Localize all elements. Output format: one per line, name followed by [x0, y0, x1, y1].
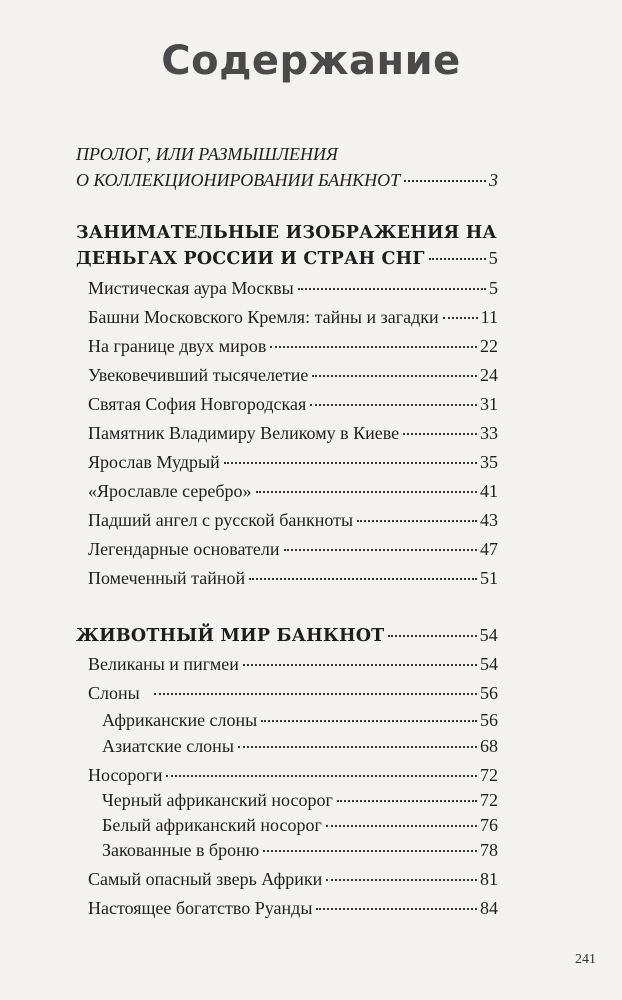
- toc-entry[interactable]: [88, 304, 498, 330]
- dot-leader: [443, 317, 478, 319]
- toc-entry-page: 22: [480, 336, 498, 356]
- toc-entry-page: 54: [479, 625, 498, 645]
- dot-leader: [154, 693, 477, 695]
- toc-entry-page: 72: [480, 790, 498, 810]
- toc-entry[interactable]: [88, 449, 498, 475]
- dot-leader: [388, 635, 476, 637]
- dot-leader: [337, 800, 477, 802]
- dot-leader: [238, 746, 477, 748]
- toc-entry[interactable]: [88, 680, 498, 706]
- dot-leader: [429, 258, 486, 260]
- toc-subentry[interactable]: [102, 837, 498, 863]
- toc-subentry[interactable]: [102, 733, 498, 759]
- toc-entry-page: 5: [488, 248, 498, 268]
- toc-entry-page: 72: [480, 765, 498, 785]
- toc-entry-page: 35: [480, 452, 498, 472]
- toc-entry-section-2[interactable]: [76, 622, 498, 649]
- page-number: 241: [575, 952, 596, 967]
- dot-leader: [403, 433, 477, 435]
- dot-leader: [310, 404, 477, 406]
- toc-subentry[interactable]: [102, 812, 498, 838]
- dot-leader: [263, 850, 477, 852]
- toc-entry-page: 47: [480, 539, 498, 559]
- toc-entry-title: Мистическая аура Москвы: [88, 278, 294, 298]
- toc-entry[interactable]: [88, 391, 498, 417]
- toc-entry-page: 24: [480, 365, 498, 385]
- toc-entry[interactable]: [88, 507, 498, 533]
- toc-subentry[interactable]: [102, 787, 498, 813]
- dot-leader: [298, 288, 486, 290]
- toc-entry[interactable]: [88, 866, 498, 892]
- toc-entry-title: Белый африканский носорог: [102, 815, 322, 835]
- toc-entry-page: 31: [480, 394, 498, 414]
- toc-entry[interactable]: [88, 478, 498, 504]
- dot-leader: [316, 908, 477, 910]
- dot-leader: [224, 462, 477, 464]
- toc-entry-title: Великаны и пигмеи: [88, 654, 239, 674]
- toc-entry-title: Носороги: [88, 765, 163, 785]
- dot-leader: [243, 664, 477, 666]
- toc-entry-page: 3: [489, 170, 498, 190]
- toc-entry-page: 33: [480, 423, 498, 443]
- dot-leader: [357, 520, 477, 522]
- toc-entry-title: Азиатские слоны: [102, 736, 234, 756]
- dot-leader: [284, 549, 477, 551]
- toc-entry-page: 84: [480, 898, 498, 918]
- toc-entry-page: 54: [480, 654, 498, 674]
- toc-entry-page: 51: [480, 568, 498, 588]
- toc-entry-title: Ярослав Мудрый: [88, 452, 220, 472]
- toc-entry-title: Слоны: [88, 683, 140, 703]
- toc-entry-title: Падший ангел с русской банкноты: [88, 510, 354, 530]
- toc-entry[interactable]: [88, 895, 498, 921]
- dot-leader: [326, 879, 477, 881]
- toc-entry-title: ЖИВОТНЫЙ МИР БАНКНОТ: [76, 626, 385, 646]
- toc-entry[interactable]: [88, 651, 498, 677]
- prologue-line-1: ПРОЛОГ, ИЛИ РАЗМЫШЛЕНИЯ: [76, 144, 338, 164]
- toc-entry-section-1[interactable]: [76, 245, 498, 272]
- dot-leader: [270, 346, 477, 348]
- toc-entry-prologue[interactable]: [76, 167, 498, 193]
- toc-entry[interactable]: [88, 420, 498, 446]
- toc-entry-page: 68: [480, 736, 498, 756]
- toc-entry-page: 41: [480, 481, 498, 501]
- dot-leader: [326, 825, 477, 827]
- toc-entry-page: 11: [480, 307, 498, 327]
- toc-entry-page: 78: [480, 840, 498, 860]
- dot-leader: [261, 720, 477, 722]
- toc-entry[interactable]: [88, 275, 498, 301]
- toc-entry-title: Самый опасный зверь Африки: [88, 869, 323, 889]
- dot-leader: [249, 578, 477, 580]
- toc-entry-page: 56: [480, 710, 498, 730]
- dot-leader: [312, 375, 477, 377]
- toc-entry-title: Легендарные основатели: [88, 539, 280, 559]
- toc-subentry[interactable]: [102, 707, 498, 733]
- toc-entry[interactable]: [88, 565, 498, 591]
- toc-entry-title: Черный африканский носорог: [102, 790, 333, 810]
- toc-entry-title: Увековечивший тысячелетие: [88, 365, 309, 385]
- toc-entry[interactable]: [88, 362, 498, 388]
- toc-entry[interactable]: [88, 536, 498, 562]
- toc-entry-page: 81: [480, 869, 498, 889]
- dot-leader: [166, 775, 477, 777]
- toc-entry-page: 43: [480, 510, 498, 530]
- toc-entry-title: Памятник Владимиру Великому в Киеве: [88, 423, 400, 443]
- toc-entry-title: Башни Московского Кремля: тайны и загадки: [88, 307, 439, 327]
- toc-entry-title: О КОЛЛЕКЦИОНИРОВАНИИ БАНКНОТ: [76, 170, 401, 190]
- toc-entry[interactable]: [88, 333, 498, 359]
- toc-entry-title: ДЕНЬГАХ РОССИИ И СТРАН СНГ: [76, 249, 425, 269]
- toc-entry-title: Закованные в броню: [102, 840, 260, 860]
- toc-entry-title: Святая София Новгородская: [88, 394, 307, 414]
- toc-entry-page: 76: [480, 815, 498, 835]
- toc-entry-page: 56: [480, 683, 498, 703]
- dot-leader: [256, 491, 478, 493]
- page-title: Содержание: [161, 38, 461, 84]
- toc-entry-title: Настоящее богатство Руанды: [88, 898, 313, 918]
- toc-entry-title: На границе двух миров: [88, 336, 267, 356]
- toc-entry-page: 5: [489, 278, 498, 298]
- section-heading-line-1: ЗАНИМАТЕЛЬНЫЕ ИЗОБРАЖЕНИЯ НА: [76, 223, 497, 243]
- dot-leader: [404, 180, 486, 182]
- toc-entry-title: Африканские слоны: [102, 710, 258, 730]
- toc-entry-title: «Ярославле серебро»: [88, 481, 252, 501]
- toc-entry-title: Помеченный тайной: [88, 568, 246, 588]
- toc-entry[interactable]: [88, 762, 498, 788]
